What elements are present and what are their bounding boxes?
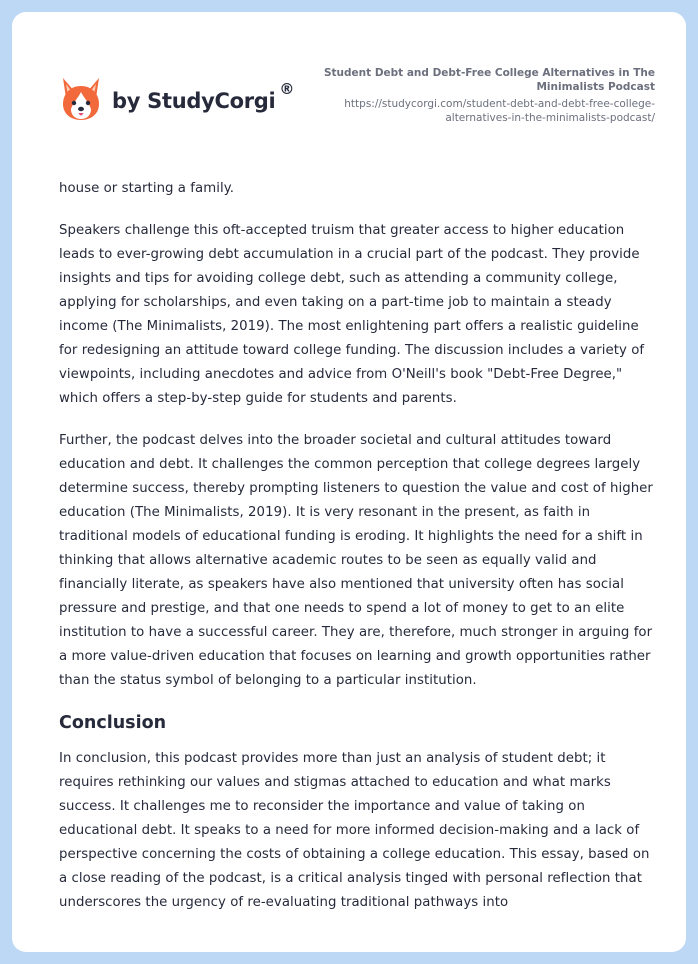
source-url-link[interactable]: https://studycorgi.com/student-debt-and-debt-free-college-alternatives-in-the-minimalists-podcast/ <box>344 98 655 124</box>
body-paragraph: Further, the podcast delves into the broader societal and cultural attitudes toward education and debt. It challenges the common perception that college degrees largely determine success, thereby prompting listeners to question the value and cost of higher education (The Minimalists, 2019). It is very resonant in the present, as faith in traditional models of educational funding is eroding. It highlights the need for a shift in thinking that allows alternative academic routes to be seen as equally valid and financially literate, as speakers have also mentioned that university often has social pressure and prestige, and that one needs to spend a lot of money to get to an elite institution to have a successful career. They are, therefore, much stronger in arguing for a more value-driven education that focuses on learning and growth opportunities rather than the status symbol of belonging to a particular institution. <box>59 433 653 688</box>
registered-mark: ® <box>279 80 295 98</box>
page-header <box>12 12 686 152</box>
body-paragraph: Speakers challenge this oft-accepted truism that greater access to higher education leads to ever-growing debt accumulation in a crucial part of the podcast. They provide insights and tips for avoiding college debt, such as attending a community college, applying for scholarships, and even taking on a part-time job to maintain a steady income (The Minimalists, 2019). The most enlightening part offers a realistic guideline for redesigning an attitude toward college funding. The discussion includes a variety of viewpoints, including anecdotes and advice from O'Neill's book "Debt-Free Degree," which offers a step-by-step guide for students and parents. <box>59 223 645 406</box>
conclusion-paragraph: In conclusion, this podcast provides more than just an analysis of student debt; it requires rethinking our values and stigmas attached to education and what marks success. It challenges me to reconsider the importance and value of taking on educational debt. It speaks to a need for more informed decision-making and a lack of perspective concerning the costs of obtaining a college education. This essay, based on a close reading of the podcast, is a critical analysis tinged with personal reflection that underscores the urgency of re-evaluating traditional pathways into <box>59 751 650 910</box>
source-title: Student Debt and Debt-Free College Alternatives in The Minimalists Podcast <box>323 67 655 93</box>
conclusion-heading: Conclusion <box>59 713 167 733</box>
document-page <box>12 12 686 952</box>
studycorgi-logo[interactable] <box>60 76 294 122</box>
source-info <box>295 66 655 125</box>
document-body <box>59 177 659 933</box>
corgi-icon <box>60 76 102 122</box>
brand-name: by StudyCorgi <box>112 89 276 113</box>
body-paragraph: house or starting a family. <box>59 181 235 196</box>
